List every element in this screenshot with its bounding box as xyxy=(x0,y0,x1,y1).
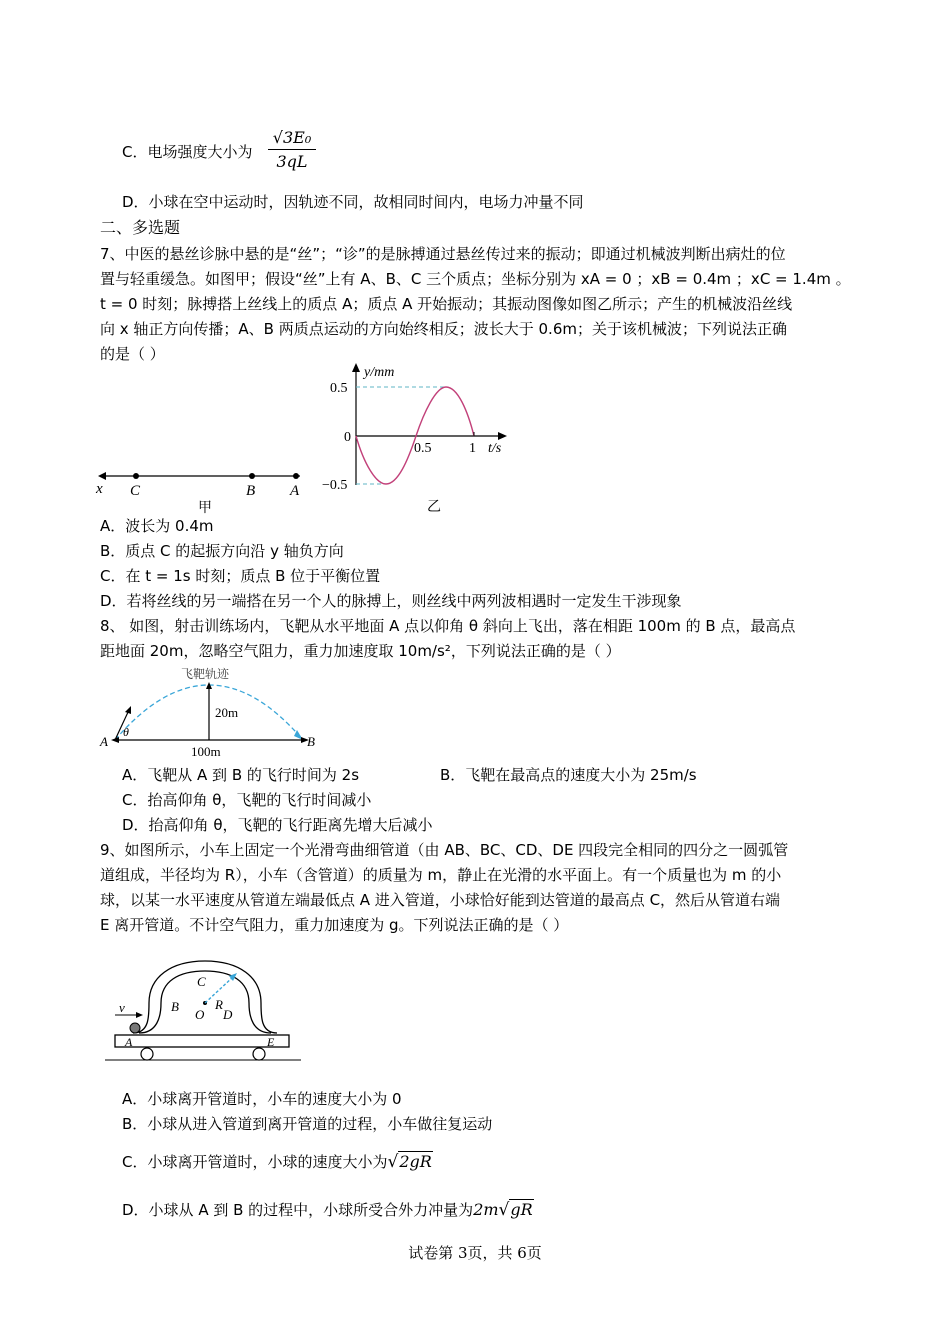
tube-outer xyxy=(133,961,277,1033)
yi-caption: 乙 xyxy=(427,500,441,515)
jia-caption: 甲 xyxy=(198,501,212,516)
sqrt-icon: √ xyxy=(387,1152,399,1172)
q9-stem-line-2: 道组成，半径均为 R），小车（含管道）的质量为 m，静止在光滑的水平面上。有一个质量也为 m 的小 xyxy=(100,866,782,884)
q8-option-c: C．抬高仰角 θ，飞靶的飞行时间减小 xyxy=(122,791,372,809)
q9-c-label: C xyxy=(197,974,206,989)
section-heading: 二、多选题 xyxy=(100,218,181,237)
q9-option-c xyxy=(122,1152,433,1172)
q8-a-label: A xyxy=(100,734,108,749)
q7-stem-line-1: 7、中医的悬丝诊脉中悬的是“丝”；“诊”的是脉搏通过悬丝传过来的振动；即通过机械波判断出病灶的位 xyxy=(100,245,786,263)
q8-option-d: D．抬高仰角 θ，飞靶的飞行距离先增大后减小 xyxy=(122,816,433,834)
q9-d-label: D xyxy=(223,1007,233,1022)
point-a-dot xyxy=(293,473,299,479)
q9-stem-line-3: 球，以某一水平速度从管道左端最低点 A 进入管道，小球恰好能到达管道的最高点 C，然后从管道右端 xyxy=(100,891,781,909)
q9-option-c-radicand: 2gR xyxy=(399,1152,432,1171)
point-c-dot xyxy=(133,473,139,479)
q9-b-label: B xyxy=(171,999,179,1014)
x-axis-arrow-icon xyxy=(98,472,106,480)
q9-a-label: A xyxy=(125,1035,133,1049)
jia-b-label: B xyxy=(246,483,256,499)
wheel-left xyxy=(141,1048,153,1060)
yi-y-top: 0.5 xyxy=(330,381,348,396)
q7-option-c: C．在 t = 1s 时刻；质点 B 位于平衡位置 xyxy=(100,567,381,585)
q6-option-c-fraction xyxy=(268,128,316,171)
q8-b-label: B xyxy=(307,734,315,749)
q8-theta-label: θ xyxy=(123,725,129,739)
yi-y-bottom: −0.5 xyxy=(322,478,348,493)
wheel-right xyxy=(253,1048,265,1060)
q9-figure xyxy=(105,955,305,1065)
q9-v-label: v xyxy=(119,1000,125,1015)
yi-y-label: y/mm xyxy=(364,365,395,380)
yi-x-one: 1 xyxy=(469,441,476,456)
q7-option-a: A．波长为 0.4m xyxy=(100,517,214,535)
q9-stem-line-1: 9、如图所示，小车上固定一个光滑弯曲细管道（由 AB、BC、CD、DE 四段完全相同的四分之一圆弧管 xyxy=(100,841,789,859)
q6-option-c xyxy=(122,142,252,162)
yi-y-zero: 0 xyxy=(344,430,351,445)
q7-stem-line-4: 向 x 轴正方向传播；A、B 两质点运动的方向始终相反；波长大于 0.6m；关于该机械波；下列说法正确 xyxy=(100,320,787,338)
q8-stem-line-2: 距地面 20m，忽略空气阻力，重力加速度取 10m/s²，下列说法正确的是（ ） xyxy=(100,642,621,660)
jia-c-label: C xyxy=(130,483,141,499)
y-axis-arrow-icon xyxy=(352,363,360,372)
q8-stem-line-1: 8、 如图，射击训练场内，飞靶从水平地面 A 点以仰角 θ 斜向上飞出，落在相距 100m 的 B 点，最高点 xyxy=(100,617,796,635)
q6-option-c-numerator: √3E₀ xyxy=(268,128,316,150)
trajectory-title: 飞靶轨迹 xyxy=(181,667,230,681)
q6-option-c-denominator: 3qL xyxy=(276,152,308,171)
q9-e-label: E xyxy=(267,1035,275,1049)
q8-option-a: A．飞靶从 A 到 B 的飞行时间为 2s xyxy=(122,766,360,784)
q7-figure-jia xyxy=(90,460,320,520)
q9-stem-line-4: E 离开管道。不计空气阻力，重力加速度为 g。下列说法正确的是（ ） xyxy=(100,916,569,934)
q7-stem-line-3: t = 0 时刻；脉搏搭上丝线上的质点 A；质点 A 开始振动；其振动图像如图乙所示；产生的机械波沿丝线 xyxy=(100,295,793,313)
q8-distance-label: 100m xyxy=(191,744,221,759)
q6-option-c-prefix: C．电场强度大小为 xyxy=(122,143,253,161)
q9-option-a: A．小球离开管道时，小车的速度大小为 0 xyxy=(122,1090,402,1108)
q7-figure-yi xyxy=(320,360,520,520)
q7-stem-line-2: 置与轻重缓急。如图甲；假设“丝”上有 A、B、C 三个质点；坐标分别为 xA = 0 ；xB = 0.4m ；xC = 1.4m 。 xyxy=(100,270,851,288)
velocity-arrowhead-icon xyxy=(136,1012,143,1018)
q9-r-label: R xyxy=(215,997,223,1012)
sqrt-icon: √ xyxy=(498,1200,510,1220)
yi-x-half: 0.5 xyxy=(414,441,432,456)
q9-option-d-prefix: D．小球从 A 到 B 的过程中，小球所受合外力冲量为 xyxy=(122,1201,474,1219)
launch-arrow-icon xyxy=(125,706,131,714)
car-body xyxy=(115,1035,289,1047)
point-b-dot xyxy=(249,473,255,479)
q8-figure xyxy=(95,660,335,760)
q9-option-d xyxy=(122,1200,534,1220)
q7-option-b: B．质点 C 的起振方向沿 y 轴负方向 xyxy=(100,542,344,560)
radius-arrow-icon xyxy=(229,973,237,981)
jia-a-label: A xyxy=(290,483,300,499)
q9-option-d-coefficient: 2m xyxy=(473,1200,499,1219)
q7-stem-line-5: 的是（ ） xyxy=(100,345,165,363)
q6-option-d: D．小球在空中运动时，因轨迹不同，故相同时间内，电场力冲量不同 xyxy=(122,193,584,211)
q8-option-b: B．飞靶在最高点的速度大小为 25m/s xyxy=(440,766,697,784)
page-footer: 试卷第 3页，共 6页 xyxy=(408,1244,542,1262)
q9-option-d-radicand: gR xyxy=(510,1200,533,1219)
yi-t-label: t/s xyxy=(488,441,502,456)
q9-option-c-prefix: C．小球离开管道时，小球的速度大小为 xyxy=(122,1153,388,1171)
q8-height-label: 20m xyxy=(215,705,239,720)
jia-x-label: x xyxy=(96,481,103,497)
t-axis-arrow-icon xyxy=(498,432,507,440)
q7-option-d: D．若将丝线的另一端搭在另一个人的脉搏上，则丝线中两列波相遇时一定发生干涉现象 xyxy=(100,592,682,610)
q9-option-b: B．小球从进入管道到离开管道的过程，小车做往复运动 xyxy=(122,1115,493,1133)
q9-o-label: O xyxy=(195,1007,205,1022)
ball xyxy=(130,1023,140,1033)
